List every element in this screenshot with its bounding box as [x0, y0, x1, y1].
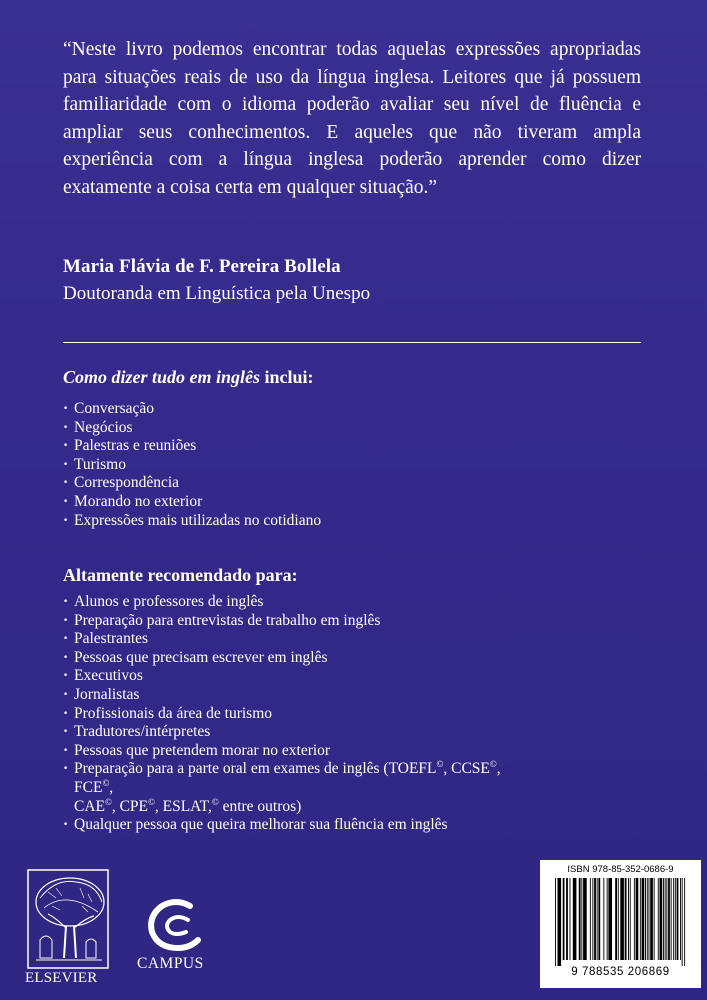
elsevier-logo-text: ELSEVIER — [25, 970, 98, 986]
barcode-bar — [618, 878, 619, 960]
barcode-bar — [663, 878, 664, 960]
barcode-bar — [620, 878, 624, 960]
elsevier-tree-icon — [26, 868, 110, 970]
barcode-bar — [590, 878, 591, 960]
barcode-bar — [625, 878, 627, 960]
barcode-bar — [666, 878, 667, 960]
barcode-bar — [592, 878, 593, 960]
barcode-bar — [608, 878, 612, 960]
includes-heading-suffix: inclui: — [260, 367, 314, 387]
barcode-bar — [680, 878, 681, 960]
recommended-heading: Altamente recomendado para: — [63, 565, 298, 585]
barcode-bar — [573, 878, 577, 960]
barcode-bar — [607, 878, 608, 960]
list-item: · Palestrantes — [63, 630, 523, 649]
barcode-bar — [645, 878, 646, 960]
includes-list — [63, 400, 321, 530]
includes-heading — [63, 367, 314, 388]
list-item: · Correspondência — [63, 474, 321, 493]
list-item: · Pessoas que precisam escrever em inglês — [63, 649, 523, 668]
list-item: · Negócios — [63, 419, 321, 438]
barcode-bar — [654, 878, 655, 960]
barcode-bar — [594, 878, 596, 960]
barcode-bar — [673, 878, 674, 960]
list-item: · Executivos — [63, 667, 523, 686]
barcode-bar — [677, 878, 679, 960]
list-item: · Tradutores/intérpretes — [63, 723, 523, 742]
barcode-bar — [570, 878, 571, 960]
barcode-bar — [558, 878, 562, 966]
recommended-list — [63, 593, 523, 835]
list-item: · Alunos e professores de inglês — [63, 593, 523, 612]
barcode-bar — [650, 878, 653, 960]
barcode-bar — [684, 878, 685, 966]
barcode-bar — [671, 878, 672, 960]
list-item: · Expressões mais utilizadas no cotidiano — [63, 512, 321, 531]
barcode-bar — [598, 878, 600, 960]
list-item: · Pessoas que pretendem morar no exterior — [63, 742, 523, 761]
barcode-bar — [555, 878, 556, 966]
campus-logo-icon — [140, 896, 204, 954]
barcode-bar — [660, 878, 663, 960]
list-item: · Profissionais da área de turismo — [63, 705, 523, 724]
barcode-bar — [563, 878, 565, 960]
barcode-digits: 9 788535 206869 — [571, 966, 670, 978]
list-item: · Turismo — [63, 456, 321, 475]
barcode-bar — [603, 878, 604, 960]
list-item: · Qualquer pessoa que queira melhorar sua fluência em inglês — [63, 816, 523, 835]
barcode-bar — [649, 878, 650, 960]
barcode-bar — [628, 878, 629, 960]
barcode-bar — [566, 878, 568, 960]
barcode-bar — [665, 878, 666, 960]
barcode-bar — [668, 878, 670, 960]
list-item: · Conversação — [63, 400, 321, 419]
isbn-label: ISBN 978-85-352-0686-9 — [567, 864, 674, 875]
quote-author-name: Maria Flávia de F. Pereira Bollela — [63, 256, 341, 277]
barcode-bar — [583, 878, 587, 960]
barcode-bar — [634, 878, 635, 960]
barcode-bar — [642, 878, 645, 960]
barcode-bar — [636, 878, 639, 960]
section-divider — [63, 342, 641, 343]
back-cover-quote: “Neste livro podemos encontrar todas aquelas expressões apropriadas para situações reais de uso da língua inglesa. Leitores que já possuem familiaridade com o idioma poderão avaliar seu nível de fluência e ampliar seus conhecimentos. E aqueles que não tiveram ampla experiência com a língua inglesa poderão aprender como dizer exatamente a coisa certa em qualquer situação.” — [63, 39, 641, 198]
barcode-bar — [581, 878, 582, 960]
barcode-bar — [675, 878, 676, 960]
barcode-bars — [553, 878, 689, 966]
list-item: · Preparação para entrevistas de trabalho em inglês — [63, 612, 523, 631]
barcode-bar — [647, 878, 648, 960]
barcode-bar — [615, 878, 617, 960]
campus-logo-text: CAMPUS — [137, 955, 204, 972]
book-title: Como dizer tudo em inglês — [63, 367, 261, 387]
isbn-barcode — [540, 860, 701, 988]
barcode-bar — [640, 878, 641, 960]
exam-list-item: · Preparação para a parte oral em exames de inglês (TOEFL©, CCSE©, FCE©, CAE©, CPE©, ESLAT,© entre outros) — [63, 760, 523, 816]
barcode-bar — [658, 878, 659, 960]
list-item: · Morando no exterior — [63, 493, 321, 512]
barcode-bar — [630, 878, 631, 960]
quote-author-title: Doutoranda em Linguística pela Unespo — [63, 283, 371, 304]
list-item: · Jornalistas — [63, 686, 523, 705]
barcode-bar — [579, 878, 581, 960]
barcode-bar — [682, 878, 683, 966]
barcode-bar — [597, 878, 598, 960]
list-item: · Palestras e reuniões — [63, 437, 321, 456]
